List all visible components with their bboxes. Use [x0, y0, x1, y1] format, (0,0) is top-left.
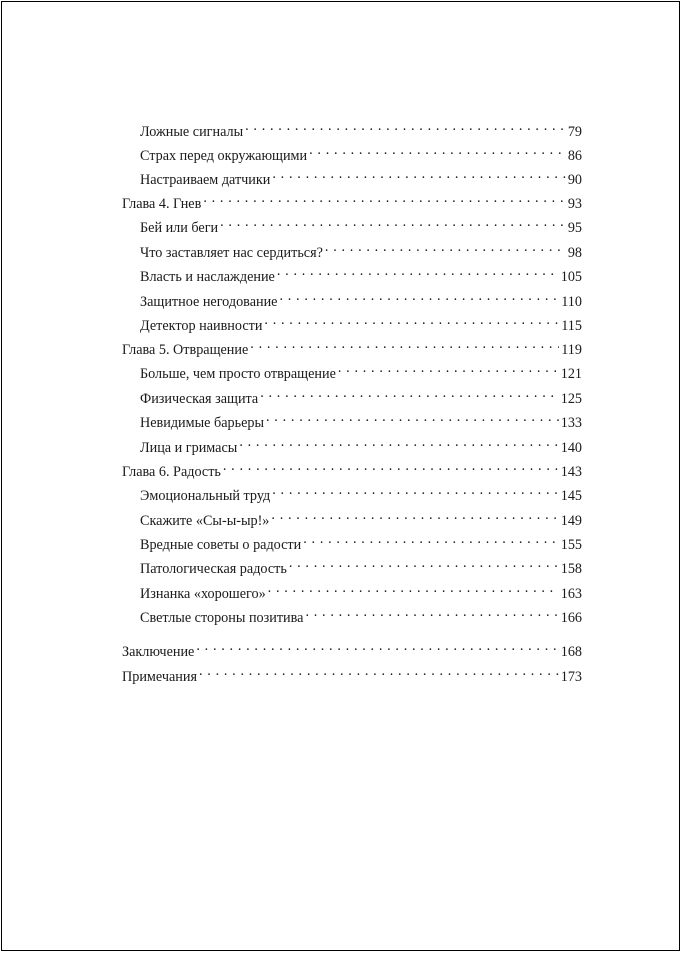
- toc-entry-title: Глава 5. Отвращение: [122, 342, 249, 358]
- toc-entry-title: Лица и гримасы: [140, 440, 238, 456]
- dot-leader: [305, 602, 558, 622]
- toc-entry: [140, 164, 582, 188]
- toc-entry: [122, 188, 582, 212]
- toc-entry-title: Страх перед окружающими: [140, 148, 308, 164]
- toc-entry-title: Вредные советы о радости: [140, 537, 302, 553]
- toc-entry-page: 166: [560, 610, 582, 626]
- dot-leader: [196, 636, 558, 656]
- toc-entry: [140, 212, 582, 236]
- toc-entry: [140, 116, 582, 140]
- toc-entry-page: 149: [560, 513, 582, 529]
- table-of-contents: [2, 2, 679, 950]
- toc-entry-page: 115: [561, 318, 582, 334]
- toc-entry-page: 98: [567, 245, 582, 261]
- dot-leader: [239, 432, 558, 452]
- dot-leader: [325, 237, 566, 257]
- toc-entry-page: 125: [560, 391, 582, 407]
- toc-entry-page: 121: [560, 366, 582, 382]
- toc-entry-page: 79: [567, 124, 582, 140]
- toc-entry-page: 143: [560, 464, 582, 480]
- toc-entry-title: Защитное негодование: [140, 294, 278, 310]
- toc-entry-title: Заключение: [122, 644, 195, 660]
- toc-entry-page: 168: [560, 644, 582, 660]
- toc-entry-title: Примечания: [122, 669, 197, 685]
- toc-entry-page: 105: [560, 269, 582, 285]
- toc-entry-page: 173: [560, 669, 582, 685]
- toc-entry: [140, 261, 582, 285]
- toc-entry-title: Глава 4. Гнев: [122, 196, 202, 212]
- toc-entry: [140, 432, 582, 456]
- dot-leader: [223, 456, 559, 476]
- toc-entry-title: Власть и наслаждение: [140, 269, 275, 285]
- dot-leader: [271, 505, 558, 525]
- toc-entry: [122, 636, 582, 660]
- toc-entry-title: Настраиваем датчики: [140, 172, 271, 188]
- dot-leader: [277, 261, 559, 281]
- toc-entry: [140, 358, 582, 382]
- toc-entry-title: Изнанка «хорошего»: [140, 586, 266, 602]
- toc-entry-page: 110: [561, 294, 582, 310]
- toc-entry: [140, 383, 582, 407]
- dot-leader: [303, 529, 558, 549]
- toc-entry-title: Что заставляет нас сердиться?: [140, 245, 323, 261]
- toc-entry-page: 140: [560, 440, 582, 456]
- toc-entry-page: 155: [560, 537, 582, 553]
- toc-entry-page: 93: [567, 196, 582, 212]
- toc-entry: [140, 480, 582, 504]
- toc-entry-title: Скажите «Сы-ы-ыр!»: [140, 513, 270, 529]
- dot-leader: [289, 553, 559, 573]
- toc-entry-page: 90: [567, 172, 582, 188]
- toc-entry: [140, 553, 582, 577]
- toc-entry: [140, 310, 582, 334]
- toc-entry-title: Эмоциональный труд: [140, 488, 271, 504]
- dot-leader: [272, 164, 565, 184]
- toc-entry-title: Светлые стороны позитива: [140, 610, 304, 626]
- toc-entry: [140, 578, 582, 602]
- toc-entry-title: Невидимые барьеры: [140, 415, 265, 431]
- toc-entry-page: 119: [561, 342, 582, 358]
- toc-entry: [140, 505, 582, 529]
- toc-entry-page: 133: [560, 415, 582, 431]
- toc-entry-page: 158: [560, 561, 582, 577]
- toc-entry: [140, 602, 582, 626]
- book-page: [1, 1, 680, 951]
- toc-entry-page: 95: [567, 220, 582, 236]
- dot-leader: [272, 480, 558, 500]
- toc-entry-title: Глава 6. Радость: [122, 464, 221, 480]
- toc-entry: [140, 407, 582, 431]
- toc-entry: [140, 237, 582, 261]
- dot-leader: [338, 358, 559, 378]
- toc-entry: [140, 529, 582, 553]
- toc-entry-page: 86: [567, 148, 582, 164]
- dot-leader: [250, 334, 559, 354]
- toc-entry-title: Бей или беги: [140, 220, 219, 236]
- toc-entry-title: Патологическая радость: [140, 561, 287, 577]
- dot-leader: [199, 661, 559, 681]
- toc-entry-page: 145: [560, 488, 582, 504]
- toc-entry: [140, 286, 582, 310]
- toc-entry: [122, 456, 582, 480]
- dot-leader: [264, 310, 559, 330]
- toc-entry: [122, 334, 582, 358]
- dot-leader: [245, 116, 566, 136]
- dot-leader: [268, 578, 559, 598]
- toc-entry: [122, 661, 582, 685]
- toc-entry: [140, 140, 582, 164]
- toc-entry-title: Детектор наивности: [140, 318, 263, 334]
- dot-leader: [279, 286, 559, 306]
- toc-entry-title: Ложные сигналы: [140, 124, 244, 140]
- dot-leader: [260, 383, 559, 403]
- toc-entry-title: Физическая защита: [140, 391, 259, 407]
- toc-entry-title: Больше, чем просто отвращение: [140, 366, 336, 382]
- dot-leader: [220, 212, 566, 232]
- dot-leader: [266, 407, 559, 427]
- dot-leader: [309, 140, 566, 160]
- dot-leader: [203, 188, 566, 208]
- toc-entry-page: 163: [560, 586, 582, 602]
